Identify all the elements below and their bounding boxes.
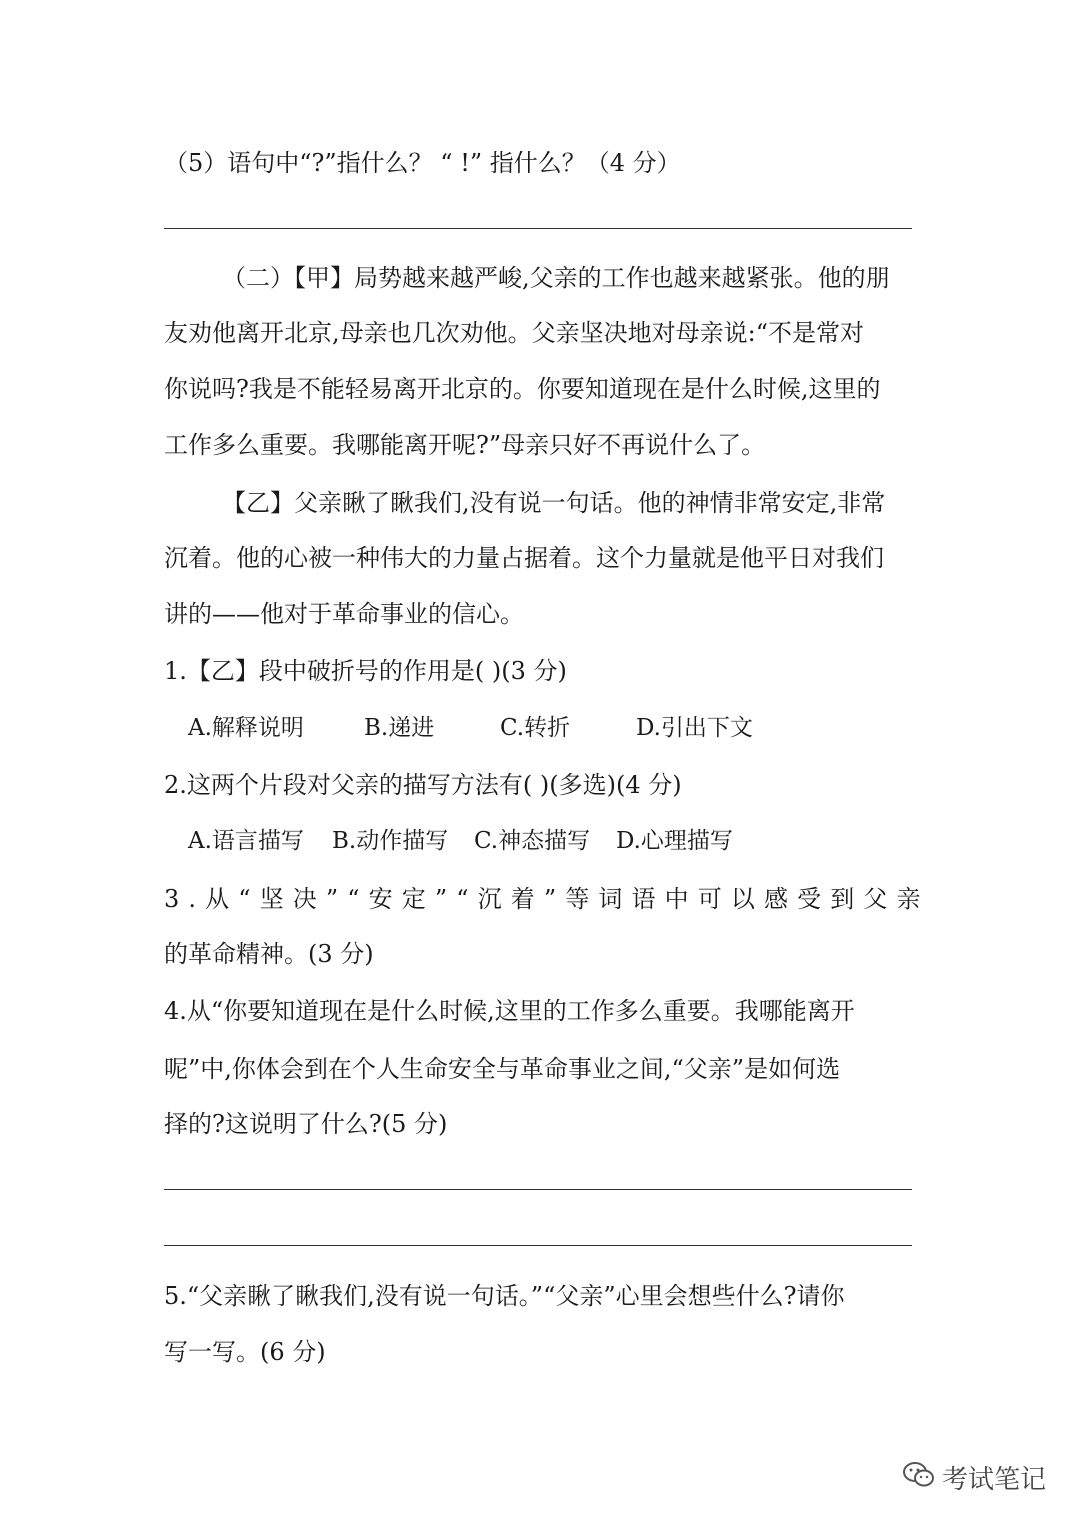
passage-yi-line: 讲的——他对于革命事业的信心。: [164, 600, 524, 628]
question-3-line: 3.从“坚决”“安定”“沉着”等词语中可以感受到父亲: [164, 885, 930, 913]
question-5-line: 写一写。(6 分): [164, 1338, 326, 1366]
question-1-options: [188, 709, 940, 742]
question-5-line: 5.“父亲瞅了瞅我们,没有说一句话。”“父亲”心里会想些什么?请你: [164, 1282, 845, 1310]
passage-jia-line: 友劝他离开北京,母亲也几次劝他。父亲坚决地对母亲说:“不是常对: [164, 319, 864, 347]
wechat-icon: [902, 1460, 936, 1494]
watermark: [902, 1457, 1062, 1497]
question-4-line: 呢”中,你体会到在个人生命安全与革命事业之间,“父亲”是如何选: [164, 1055, 841, 1083]
answer-line: [164, 1189, 912, 1190]
option-b[interactable]: B.动作描写: [332, 828, 449, 854]
passage-jia-line: 你说吗?我是不能轻易离开北京的。你要知道现在是什么时候,这里的: [164, 375, 881, 403]
question-2-options: [188, 822, 940, 855]
option-b[interactable]: B.递进: [364, 715, 435, 741]
option-c[interactable]: C.转折: [500, 715, 571, 741]
passage-yi-line: 沉着。他的心被一种伟大的力量占据着。这个力量就是他平日对我们: [164, 544, 884, 572]
watermark-text: 考试笔记: [942, 1464, 1047, 1495]
prev-question-5: （5）语句中“?”指什么？ “ !” 指什么？（4 分）: [164, 149, 681, 177]
question-4-line: 4.从“你要知道现在是什么时候,这里的工作多么重要。我哪能离开: [164, 997, 855, 1025]
option-a[interactable]: A.语言描写: [188, 828, 304, 854]
question-3-line: 的革命精神。(3 分): [164, 940, 374, 968]
passage-jia-line: （二）【甲】局势越来越严峻,父亲的工作也越来越紧张。他的朋: [222, 264, 890, 292]
option-c[interactable]: C.神态描写: [474, 828, 591, 854]
question-2-stem: 2.这两个片段对父亲的描写方法有( )(多选)(4 分): [164, 771, 682, 799]
passage-yi-line: 【乙】父亲瞅了瞅我们,没有说一句话。他的神情非常安定,非常: [222, 489, 886, 517]
option-a[interactable]: A.解释说明: [188, 715, 304, 741]
question-1-stem: 1.【乙】段中破折号的作用是( )(3 分): [164, 657, 567, 685]
question-4-line: 择的?这说明了什么?(5 分): [164, 1110, 448, 1138]
option-d[interactable]: D.引出下文: [636, 715, 753, 741]
passage-jia-line: 工作多么重要。我哪能离开呢?”母亲只好不再说什么了。: [164, 431, 766, 459]
answer-line: [164, 1245, 912, 1246]
option-d[interactable]: D.心理描写: [616, 828, 733, 854]
answer-line: [164, 228, 912, 229]
